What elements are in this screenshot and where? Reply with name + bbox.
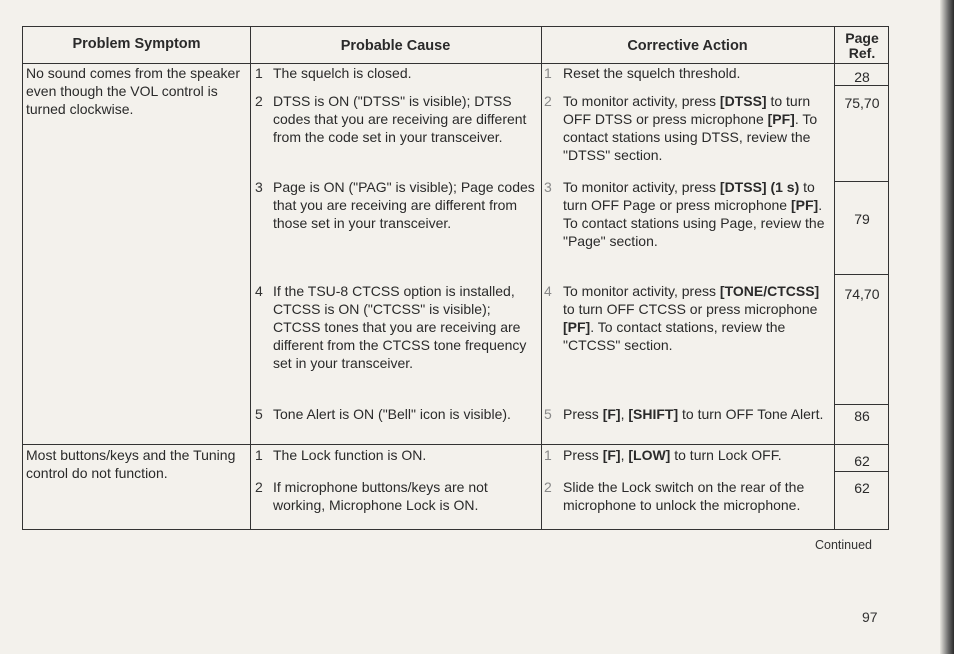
action-segment: Reset the squelch threshold.	[563, 65, 741, 81]
action-segment: . To contact stations using DTSS, review the "DTSS" section.	[563, 111, 818, 163]
action-segment: ,	[620, 447, 629, 463]
action-number: 4	[544, 283, 552, 299]
action-number: 2	[544, 479, 552, 495]
corrective-action-text	[563, 92, 831, 164]
page-ref-value: 79	[854, 211, 870, 227]
page-ref-value: 28	[854, 69, 870, 85]
action-segment: To monitor activity, press	[563, 93, 720, 109]
page-binding-edge	[940, 0, 954, 654]
page-row-divider	[834, 181, 888, 182]
action-segment: to turn OFF DTSS or press microphone	[563, 93, 811, 127]
cause-number: 1	[255, 65, 263, 81]
page-ref-value: 62	[854, 453, 870, 469]
column-divider	[541, 27, 542, 529]
key-label: [F]	[602, 406, 621, 422]
corrective-action-text	[563, 478, 831, 514]
action-segment: . To contact stations using Page, review the "Page" section.	[563, 197, 825, 249]
action-segment: To monitor activity, press	[563, 179, 720, 195]
probable-cause-text: Page is ON ("PAG" is visible); Page codes that you are receiving are different from those set in your transceiver.	[273, 179, 535, 231]
corrective-action-text	[563, 64, 831, 82]
header-page-ref-line1: Page	[845, 30, 879, 46]
probable-cause-text: If microphone buttons/keys are not working, Microphone Lock is ON.	[273, 479, 488, 513]
corrective-action-text	[563, 282, 831, 354]
corrective-action-text	[563, 446, 831, 464]
page-row-divider	[834, 274, 888, 275]
header-probable-cause: Probable Cause	[340, 38, 451, 54]
action-segment: to turn OFF Page or press microphone	[563, 179, 815, 213]
key-label: [LOW]	[628, 447, 671, 463]
probable-cause-text: If the TSU-8 CTCSS option is installed, CTCSS is ON ("CTCSS" is visible); CTCSS tones that you are receiving are different from the CTCSS tone frequency set in your transceiver.	[273, 283, 527, 371]
key-label: [PF]	[563, 319, 591, 335]
cause-number: 2	[255, 93, 263, 109]
page-ref-value: 86	[854, 408, 870, 424]
action-segment: to turn Lock OFF.	[670, 447, 782, 463]
page-ref-value: 74,70	[844, 286, 880, 302]
key-label: [PF]	[791, 197, 819, 213]
action-segment: Slide the Lock switch on the rear of the microphone to unlock the microphone.	[563, 479, 805, 513]
cause-number: 2	[255, 479, 263, 495]
action-number: 1	[544, 65, 552, 81]
action-segment: to turn OFF CTCSS or press microphone	[563, 301, 818, 317]
key-label: [DTSS]	[719, 93, 767, 109]
symptom-divider	[23, 444, 888, 445]
page-ref-value: 62	[854, 480, 870, 496]
action-segment: . To contact stations, review the "CTCSS" section.	[563, 319, 786, 353]
action-number: 2	[544, 93, 552, 109]
cause-number: 5	[255, 406, 263, 422]
action-segment: Press	[563, 447, 603, 463]
key-label: [SHIFT]	[628, 406, 679, 422]
header-page-ref-line2: Ref.	[848, 45, 876, 61]
probable-cause-text: DTSS is ON ("DTSS" is visible); DTSS codes that you are receiving are different from the code set in your transceiver.	[273, 93, 527, 145]
header-problem-symptom: Problem Symptom	[72, 36, 201, 52]
symptom-buttons-locked: Most buttons/keys and the Tuning control do not function.	[26, 447, 236, 481]
action-number: 5	[544, 406, 552, 422]
troubleshooting-table	[22, 26, 889, 530]
action-segment: ,	[620, 406, 629, 422]
probable-cause-text: The squelch is closed.	[273, 65, 412, 81]
column-divider	[250, 27, 251, 529]
cause-number: 3	[255, 179, 263, 195]
key-label: [TONE/CTCSS]	[719, 283, 820, 299]
cause-number: 4	[255, 283, 263, 299]
action-segment: to turn OFF Tone Alert.	[678, 406, 824, 422]
cause-number: 1	[255, 447, 263, 463]
probable-cause-text: Tone Alert is ON ("Bell" icon is visible).	[273, 406, 511, 422]
action-number: 3	[544, 179, 552, 195]
corrective-action-text	[563, 178, 831, 250]
key-label: [PF]	[767, 111, 795, 127]
header-page-ref	[834, 31, 890, 61]
probable-cause-text: The Lock function is ON.	[273, 447, 427, 463]
corrective-action-text	[563, 405, 831, 423]
key-label: [F]	[602, 447, 621, 463]
action-number: 1	[544, 447, 552, 463]
page-ref-value: 75,70	[844, 95, 880, 111]
page-number: 97	[862, 609, 878, 625]
continued-label: Continued	[815, 538, 872, 552]
header-corrective-action: Corrective Action	[627, 38, 748, 54]
page-row-divider	[834, 471, 888, 472]
symptom-no-sound: No sound comes from the speaker even though the VOL control is turned clockwise.	[26, 65, 240, 117]
action-segment: To monitor activity, press	[563, 283, 720, 299]
action-segment: Press	[563, 406, 603, 422]
key-label: [DTSS] (1 s)	[719, 179, 800, 195]
page-row-divider	[834, 404, 888, 405]
